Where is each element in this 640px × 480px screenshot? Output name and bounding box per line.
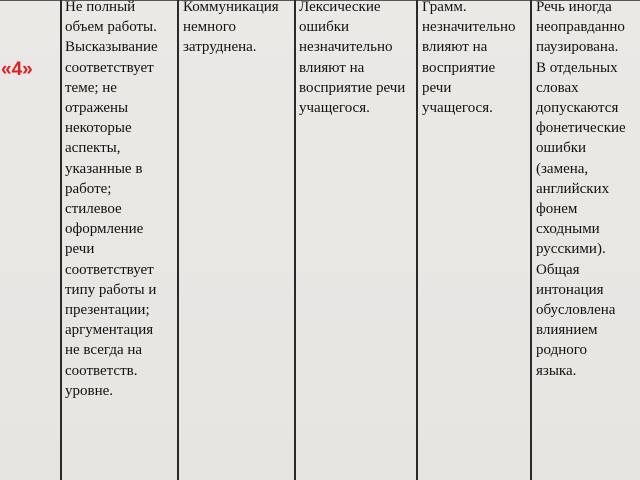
cell-content-criteria: Не полный объем работы. Высказывание соответствует теме; не отражены некоторые аспекты, указанные в работе; стилевое оформление речи соответствует типу работы и презентации; аргументация не всегда на соответств. уровне. — [65, 0, 158, 399]
cell-communication-criteria: Коммуникация немного затруднена. — [183, 0, 279, 56]
cell-lexical-criteria: Лексические ошибки незначительно влияют на восприятие речи учащегося. — [299, 0, 406, 117]
column-divider-5 — [530, 0, 532, 480]
column-divider-4 — [416, 0, 418, 480]
column-divider-3 — [294, 0, 296, 480]
grade-label: «4» — [1, 59, 33, 80]
cell-pronunciation-criteria: Речь иногда неоправданно паузирована. В отдельных словах допускаются фонетические ошибки (замена, английских фонем сходными русскими). Общая интонация обусловлена влиянием родного языка. — [536, 0, 626, 379]
column-divider-2 — [177, 0, 179, 480]
column-divider-1 — [60, 0, 62, 480]
cell-grammar-criteria: Грамм. незначительно влияют на восприятие речи учащегося. — [422, 0, 516, 117]
